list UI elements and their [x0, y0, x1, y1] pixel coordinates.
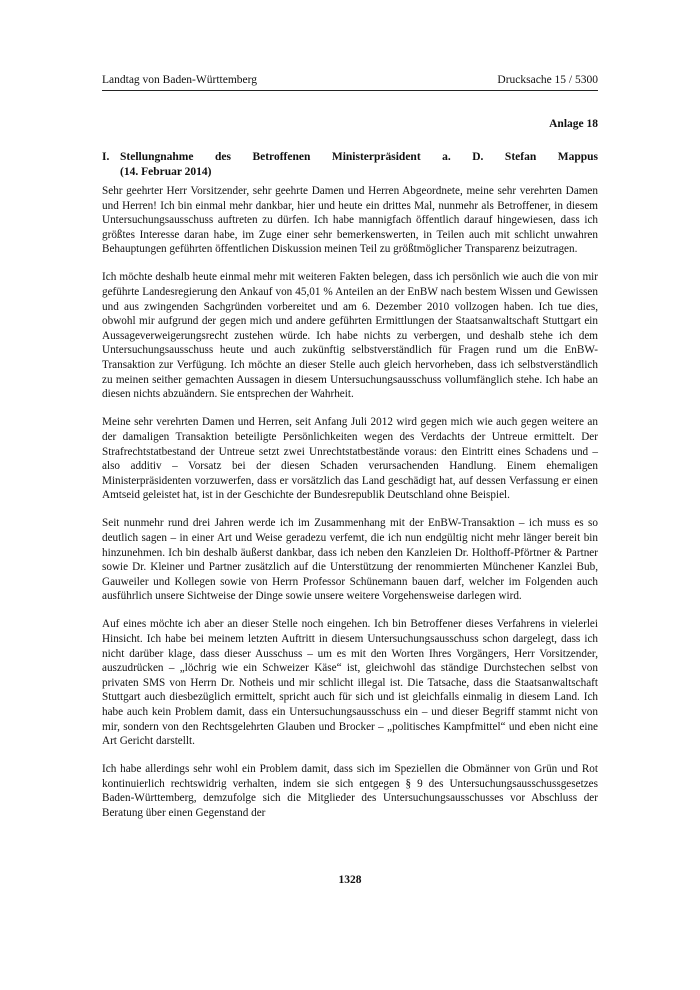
header-right: Drucksache 15 / 5300	[497, 74, 598, 86]
document-body	[102, 184, 598, 834]
header-left: Landtag von Baden-Württemberg	[102, 74, 257, 86]
section-date: (14. Februar 2014)	[120, 165, 212, 178]
paragraph: Seit nunmehr rund drei Jahren werde ich im Zusammenhang mit der EnBW-Transaktion – ich muss es so deutlich sagen – in einer Art und Weise geradezu verfemt, die ich nun endgültig nicht mehr länger bereit bin hinzunehmen. Ich bin deshalb äußerst dankbar, dass ich neben den Kanzleien Dr. Holthoff-Pförtner & Partner sowie Dr. Kleiner und Partner zusätzlich auf die Unterstützung der renommierten Münchener Kanzlei Bub, Gauweiler und Kollegen sowie von Herrn Professor Schünemann bauen darf, welcher im Folgenden auch ausführlich unsere Sichtweise der Dinge sowie unsere weitere Vorgehensweise darlegen wird.	[102, 517, 598, 603]
section-title: Stellungnahme des Betroffenen Ministerpräsident a. D. Stefan Mappus	[120, 151, 598, 163]
paragraph: Sehr geehrter Herr Vorsitzender, sehr geehrte Damen und Herren Abgeordnete, meine sehr verehrten Damen und Herren! Ich bin einmal mehr dankbar, hier und heute ein drittes Mal, nunmehr als Betroffener, in diesem Untersuchungsausschuss auftreten zu dürfen. Ich habe mannigfach öffentlich darauf hingewiesen, dass ich größtes Interesse daran habe, im Zuge einer sehr bemerkenswerten, in Teilen auch mit schlicht unwahren Behauptungen geführten öffentlichen Diskussion meinen Teil zu größtmöglicher Transparenz beizutragen.	[102, 185, 598, 256]
paragraph: Meine sehr verehrten Damen und Herren, seit Anfang Juli 2012 wird gegen mich wie auch gegen weitere an der damaligen Transaktion beteiligte Persönlichkeiten wegen des Verdachts der Untreue ermittelt. Der Strafrechtstatbestand der Untreue setzt zwei Unrechtstatbestände voraus: den Eintritt eines Schadens und – also additiv – Vorsatz bei der diesen Schaden verursachenden Handlung. Einem ehemaligen Ministerpräsidenten vorzuwerfen, dass er vorsätzlich das Land geschädigt hat, auf dessen Verfassung er einen Amtseid geleistet hat, ist in der Geschichte der Bundesrepublik Deutschland ohne Beispiel.	[102, 416, 598, 502]
annex-label: Anlage 18	[549, 118, 598, 130]
section-heading	[102, 150, 598, 179]
paragraph: Ich habe allerdings sehr wohl ein Problem damit, dass sich im Speziellen die Obmänner von Grün und Rot kontinuierlich rechtswidrig verhalten, indem sie sich entgegen § 9 des Untersuchungsausschussgesetzes Baden-Württemberg, demzufolge sich die Mitglieder des Untersuchungsausschusses vor Abschluss der Beratung über einen Gegenstand der	[102, 763, 598, 820]
paragraph: Ich möchte deshalb heute einmal mehr mit weiteren Fakten belegen, dass ich persönlich wie auch die von mir geführte Landesregierung den Ankauf von 45,01 % Anteilen an der EnBW nach bestem Wissen und Gewissen und aus zwingenden Sachgründen vorbereitet und am 6. Dezember 2010 vollzogen haben. Ich tue dies, obwohl mir aufgrund der gegen mich und andere geführten Ermittlungen der Staatsanwaltschaft Stuttgart ein Aussageverweigerungsrecht zustehen würde. Ich habe nichts zu verbergen, und deshalb stehe ich dem Untersuchungsausschuss heute und auch zukünftig selbstverständlich für Fragen rund um die EnBW-Transaktion zur Verfügung. Ich möchte an dieser Stelle auch gleich hervorheben, dass ich selbstverständlich zu meinen seither gemachten Aussagen in diesem Untersuchungsausschuss vollumfänglich stehe. Ich habe an diesen nichts abzuändern. Sie entsprechen der Wahrheit.	[102, 271, 598, 401]
page-header	[102, 74, 598, 91]
paragraph: Auf eines möchte ich aber an dieser Stelle noch eingehen. Ich bin Betroffener dieses Verfahrens in vielerlei Hinsicht. Ich habe bei meinem letzten Auftritt in diesem Untersuchungsausschuss schon dargelegt, dass ich nicht darüber klage, dass dieser Ausschuss – um es mit den Worten Ihres Vorgängers, Herr Vorsitzender, auszudrücken – „löchrig wie ein Schweizer Käse“ ist, gleichwohl das ständige Durchstechen selbst von privaten SMS von Herrn Dr. Notheis und mir schlicht illegal ist. Die Tatsache, dass die Staatsanwaltschaft Stuttgart auch diesbezüglich ermittelt, spricht auch für sich und ist gleichfalls einmalig in diesem Land. Ich habe auch kein Problem damit, dass ein Untersuchungsausschuss ein – und dieser Begriff stammt nicht von mir, sondern von den Rechtsgelehrten Glauben und Brocker – „politisches Kampfmittel“ und eben nicht eine Art Gericht darstellt.	[102, 618, 598, 748]
page-number: 1328	[338, 874, 362, 886]
section-number: I.	[102, 151, 110, 163]
